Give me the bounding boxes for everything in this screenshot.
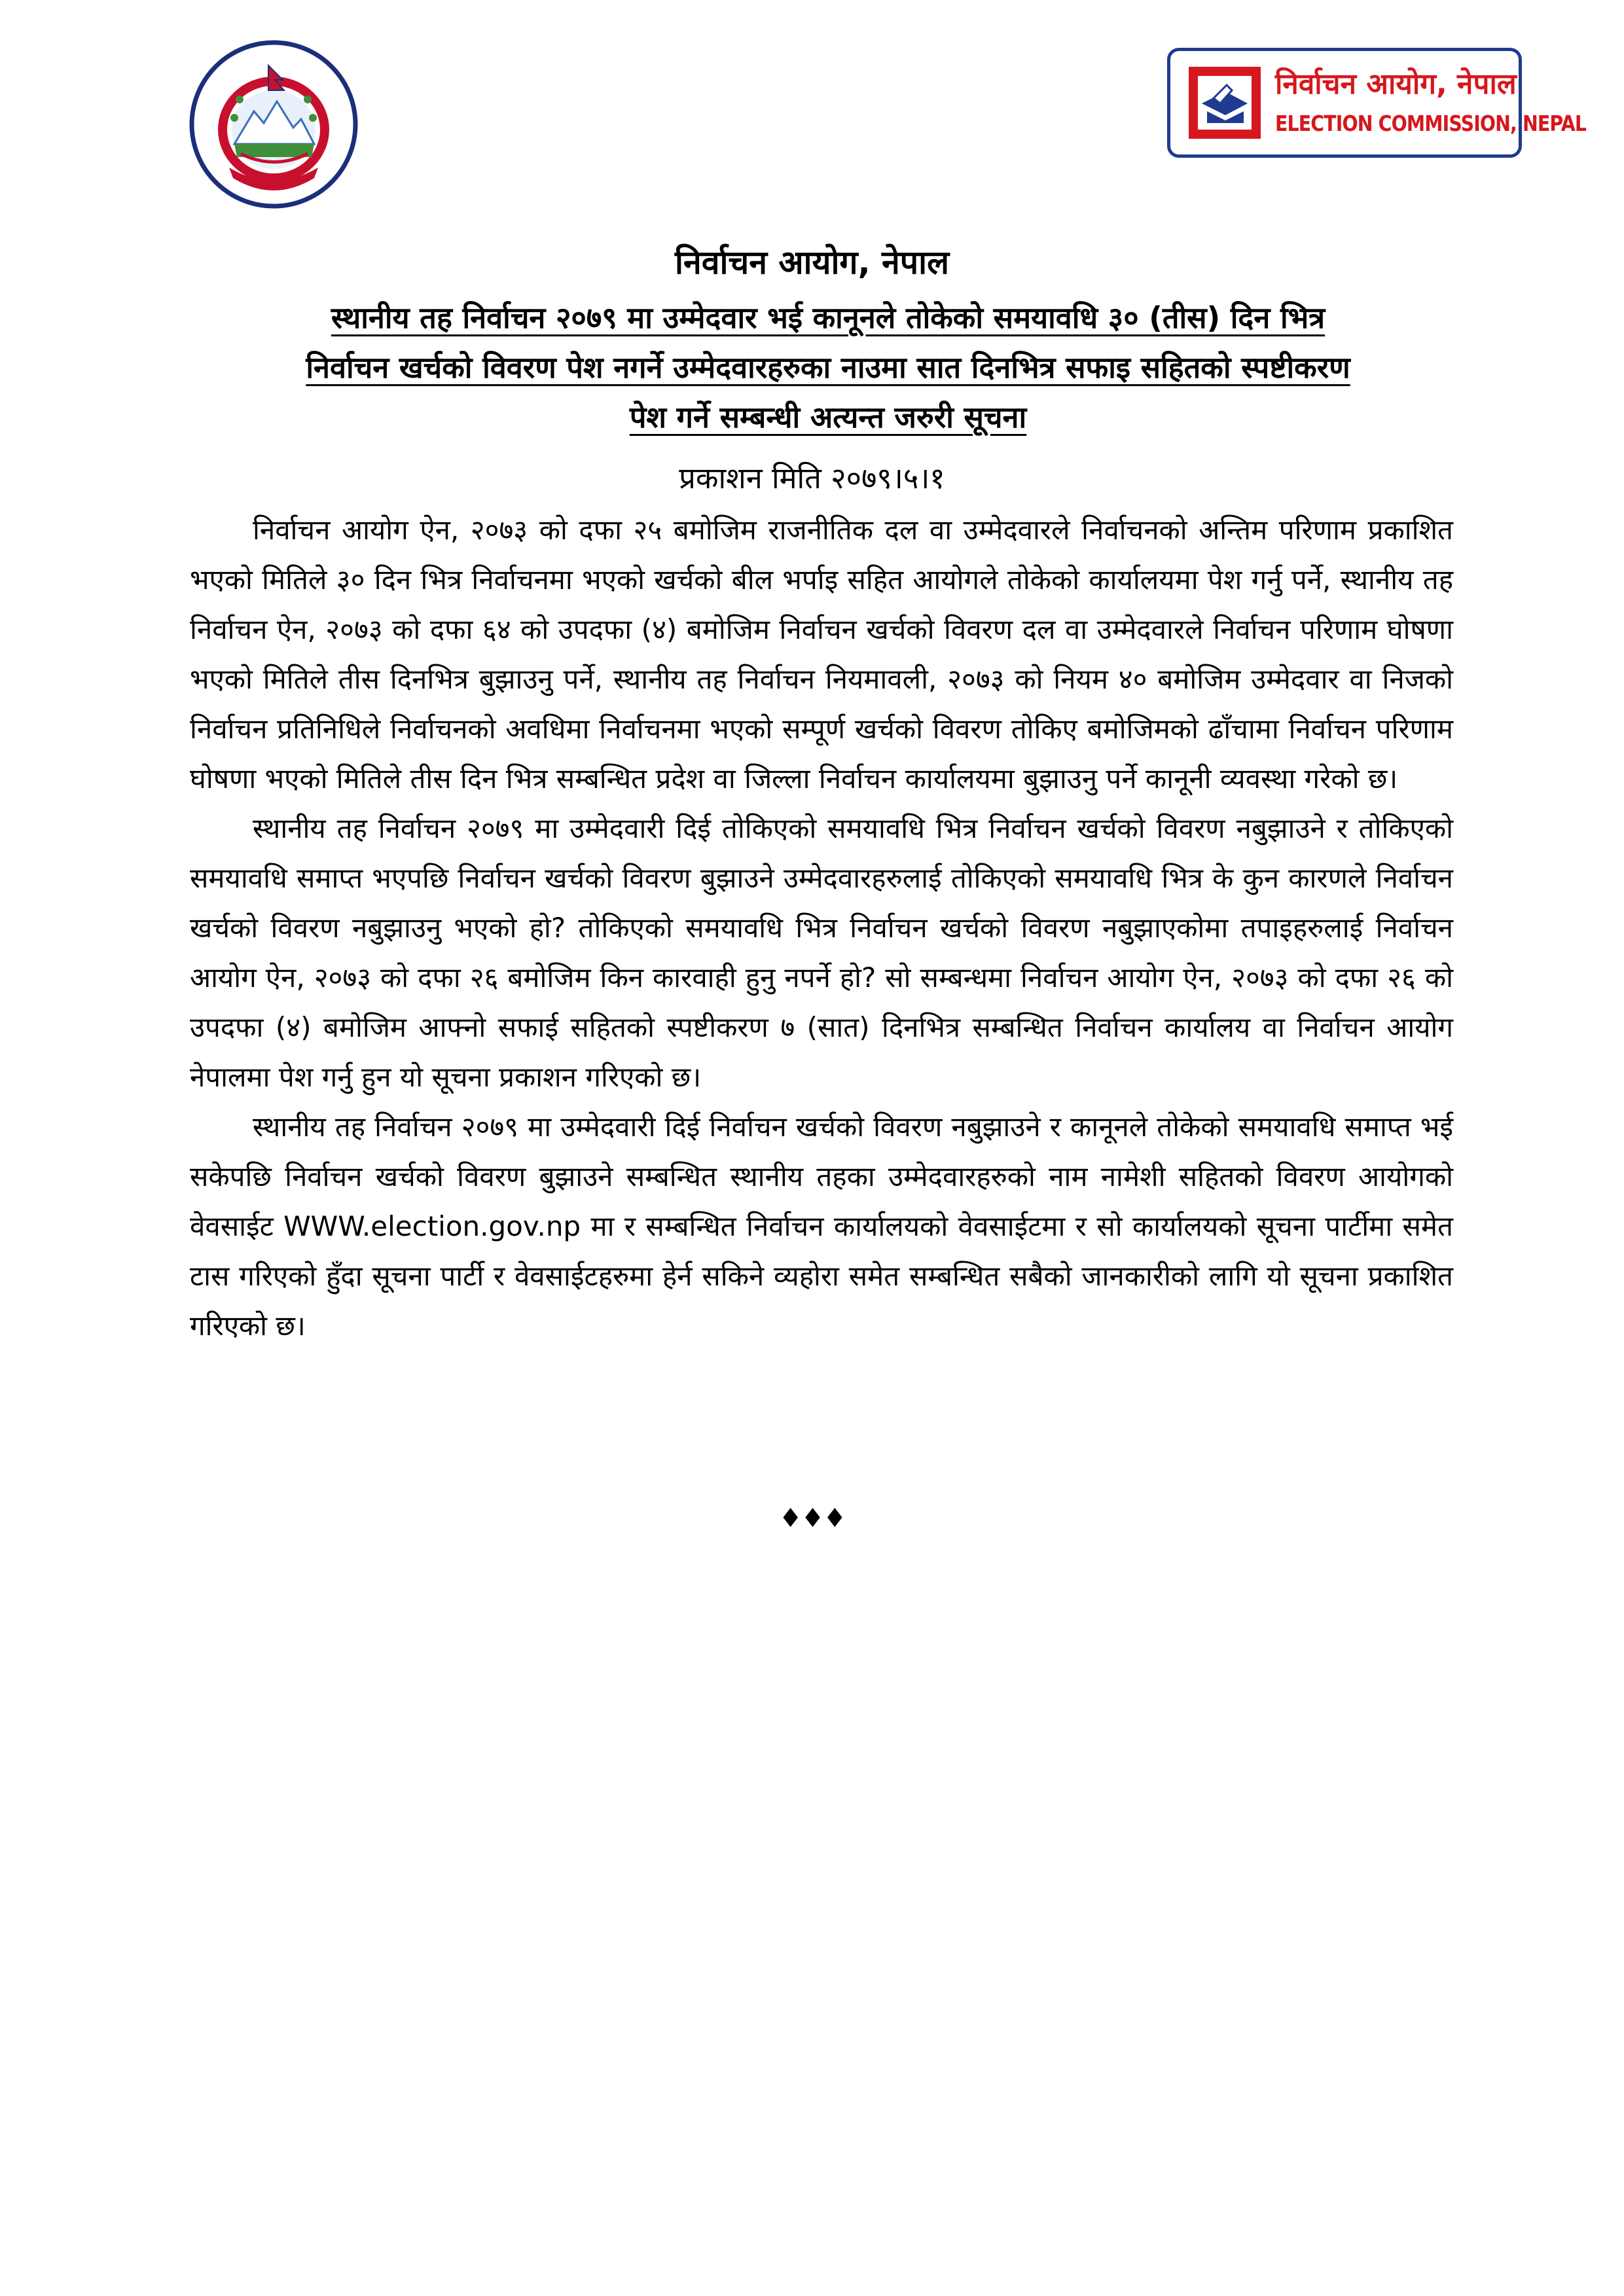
ballot-box-icon: [1187, 65, 1262, 140]
organization-title: निर्वाचन आयोग, नेपाल: [675, 243, 949, 281]
headline-line: पेश गर्ने सम्बन्धी अत्यन्त जरुरी सूचना: [629, 400, 1027, 435]
end-of-notice-mark: ♦♦♦: [778, 1503, 846, 1534]
publication-date: प्रकाशन मिति २०७९।५।१: [679, 461, 945, 495]
headline-line: स्थानीय तह निर्वाचन २०७९ मा उम्मेदवार भई कानूनले तोकेको समयावधि ३० (तीस) दिन भित्र: [331, 300, 1326, 335]
body-paragraph: निर्वाचन आयोग ऐन, २०७३ को दफा २५ बमोजिम राजनीतिक दल वा उम्मेदवारले निर्वाचनको अन्तिम परिणाम प्रकाशित भएको मितिले ३० दिन भित्र निर्वाचनमा भएको खर्चको बील भर्पाइ सहित आयोगले तोकेको कार्यालयमा पेश गर्नु पर्ने, स्थानीय तह निर्वाचन ऐन, २०७३ को दफा ६४ को उपदफा (४) बमोजिम निर्वाचन खर्चको विवरण दल वा उम्मेदवारले निर्वाचन परिणाम घोषणा भएको मितिले तीस दिनभित्र बुझाउनु पर्ने, स्थानीय तह निर्वाचन नियमावली, २०७३ को नियम ४० बमोजिम उम्मेदवार वा निजको निर्वाचन प्रतिनिधिले निर्वाचनको अवधिमा निर्वाचनमा भएको सम्पूर्ण खर्चको विवरण तोकिए बमोजिमको ढाँचामा निर्वाचन परिणाम घोषणा भएको मितिले तीस दिन भित्र सम्बन्धित प्रदेश वा जिल्ला निर्वाचन कार्यालयमा बुझाउनु पर्ने कानूनी व्यवस्था गरेको छ।: [190, 514, 1453, 795]
badge-name-english: ELECTION COMMISSION, NEPAL: [1275, 111, 1587, 136]
election-commission-badge: [1167, 48, 1587, 158]
nepal-government-emblem-icon: [189, 39, 359, 209]
body-paragraph: स्थानीय तह निर्वाचन २०७९ मा उम्मेदवारी दिई निर्वाचन खर्चको विवरण नबुझाउने र कानूनले तोकेको समयावधि समाप्त भई सकेपछि निर्वाचन खर्चको विवरण बुझाउने सम्बन्धित स्थानीय तहका उम्मेदवारहरुको नाम नामेशी सहितको विवरण आयोगको वेवसाईट WWW.election.gov.np मा र सम्बन्धित निर्वाचन कार्यालयको वेवसाईटमा र सो कार्यालयको सूचना पार्टीमा समेत टास गरिएको हुँदा सूचना पार्टी र वेवसाईटहरुमा हेर्न सकिने व्यहोरा समेत सम्बन्धित सबैको जानकारीको लागि यो सूचना प्रकाशित गरिएको छ।: [190, 1111, 1453, 1342]
notice-headline: [196, 293, 1460, 442]
headline-line: निर्वाचन खर्चको विवरण पेश नगर्ने उम्मेदवारहरुका नाउमा सात दिनभित्र सफाइ सहितको स्पष्टीकरण: [306, 350, 1350, 385]
badge-name-nepali: निर्वाचन आयोग, नेपाल: [1275, 67, 1517, 101]
notice-body: [190, 505, 1453, 1351]
body-paragraph: स्थानीय तह निर्वाचन २०७९ मा उम्मेदवारी दिई तोकिएको समयावधि भित्र निर्वाचन खर्चको विवरण नबुझाउने र तोकिएको समयावधि समाप्त भएपछि निर्वाचन खर्चको विवरण बुझाउने उम्मेदवारहरुलाई तोकिएको समयावधि भित्र के कुन कारणले निर्वाचन खर्चको विवरण नबुझाउनु भएको हो? तोकिएको समयावधि भित्र निर्वाचन खर्चको विवरण नबुझाएकोमा तपाइहरुलाई निर्वाचन आयोग ऐन, २०७३ को दफा २६ बमोजिम किन कारवाही हुनु नपर्ने हो? सो सम्बन्धमा निर्वाचन आयोग ऐन, २०७३ को दफा २६ को उपदफा (४) बमोजिम आफ्नो सफाई सहितको स्पष्टीकरण ७ (सात) दिनभित्र सम्बन्धित निर्वाचन कार्यालय वा निर्वाचन आयोग नेपालमा पेश गर्नु हुन यो सूचना प्रकाशन गरिएको छ।: [190, 812, 1453, 1093]
